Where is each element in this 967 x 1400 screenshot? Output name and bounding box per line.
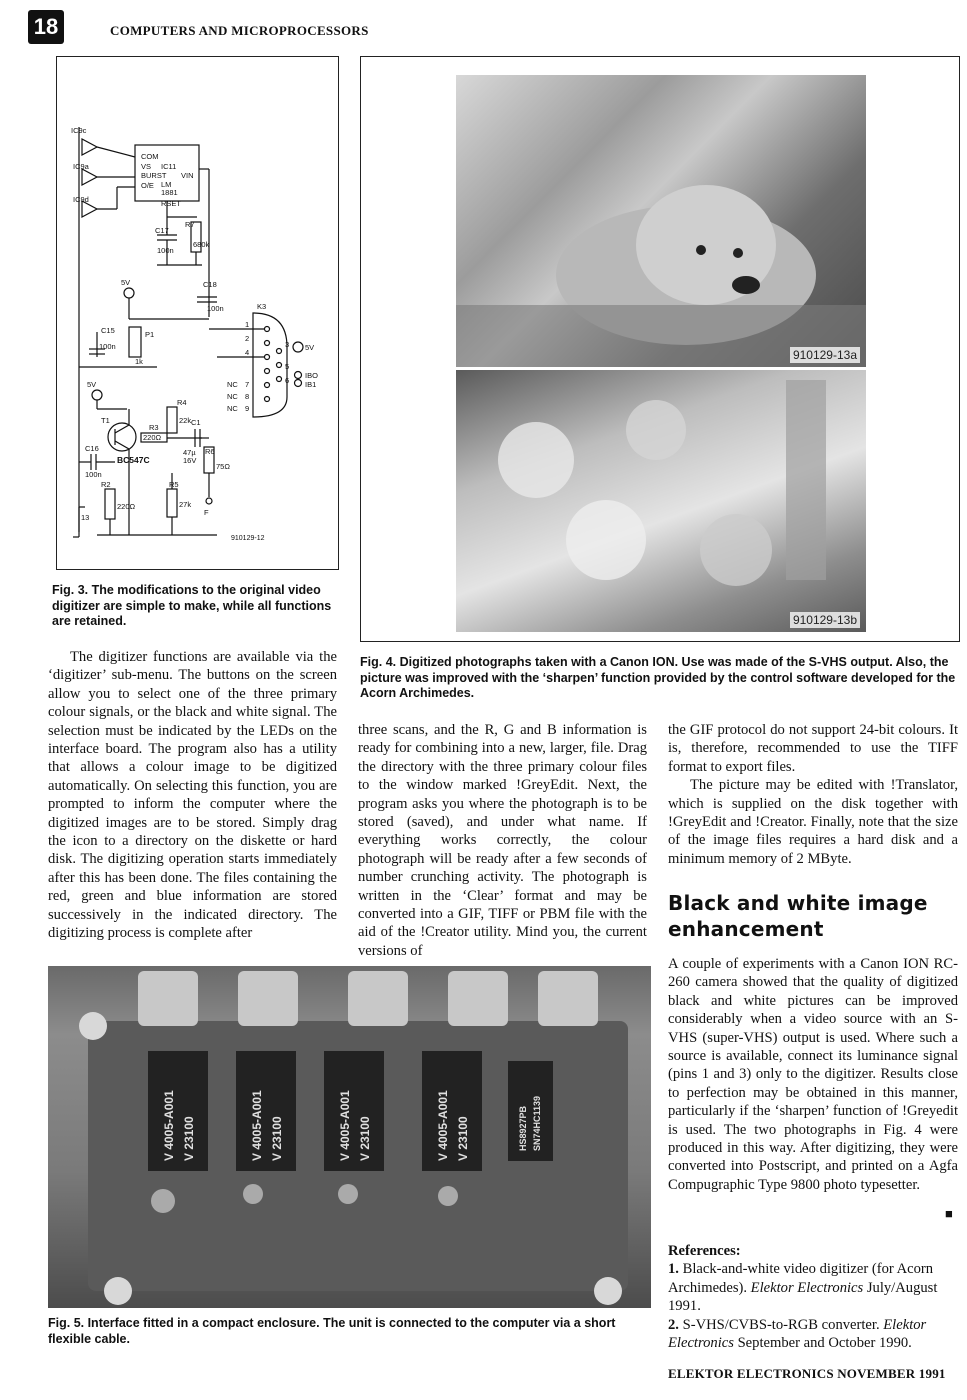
fig5-caption: Fig. 5. Interface fitted in a compact enclosure. The unit is connected to the computer via a short flexible cable.	[48, 1316, 616, 1346]
dog-image	[456, 75, 866, 367]
label-vs: VS	[141, 162, 152, 171]
label-k3: K3	[257, 302, 267, 311]
footer: ELEKTOR ELECTRONICS NOVEMBER 1991	[668, 1366, 946, 1381]
label-pin13: 13	[81, 513, 90, 522]
section-title: COMPUTERS AND MICROPROCESSORS	[110, 23, 369, 38]
fig4-photo-flowers	[456, 370, 866, 632]
label-c18: C18	[203, 280, 217, 289]
label-ib1: IB1	[305, 380, 317, 389]
label-t1: T1	[101, 416, 110, 425]
label-ic9c: IC9c	[71, 126, 87, 135]
col3-paragraph-1: the GIF protocol do not support 24-bit colours. It is, therefore, recommended to use the TIFF format to export files.	[668, 722, 958, 775]
label-nc8: NC	[227, 392, 238, 401]
label-p1-value: 1k	[135, 357, 143, 366]
pin-5: 5	[285, 362, 290, 371]
label-rset: RSET	[161, 199, 182, 208]
label-ibo: IBO	[305, 371, 318, 380]
page-number: 18	[28, 10, 64, 44]
pin-2: 2	[245, 334, 250, 343]
label-ic9d: IC9d	[73, 195, 89, 204]
pin-9: 9	[245, 404, 250, 413]
label-5v-left: 5V	[87, 380, 97, 389]
column-3-lower	[668, 955, 958, 1194]
fig5-photo-circuit-board	[48, 966, 651, 1308]
chip-9-label: HS8927PB	[518, 1105, 528, 1151]
col1-paragraph: The digitizer functions are available via the ‘digitizer’ sub-menu. The buttons on the screen allow you to select one of the three primary colour signals, or the black and white signal. The selection must be indicated by the LEDs on the interface board. The program also has a utility that allows a colour image to be digitized automatically. On selecting this function, you are prompted to inform the computer where the digitized images are to be stored. Simply drag the icon to a directory on the diskette or hard disk. The digitizing operation starts immediately after this has been done. The files containing the red, green and blue information are stored successively in the indicated directory. The digitizing process is complete after	[48, 649, 337, 942]
chip-1-label: V 4005-A001	[162, 1090, 176, 1161]
col3-paragraph-3: A couple of experiments with a Canon ION RC-260 camera showed that the quality of digitized black and white pictures can be improved considerably when a video source with an S-VHS (super-VHS) output is used. Where such a source is available, connect its luminance signal (pins 1 and 3) only to the digitizer. Results close to perfection may be obtained in this manner, particularly if the ‘sharpen’ function of !Greyedit is used. The two photographs in Fig. 4 were produced in this way. After digitizing, they were converted into Postscript, and printed on a Agfa Compugraphic Type 9800 photo typesetter.	[668, 956, 958, 1193]
label-c1-voltage: 16V	[183, 456, 197, 465]
label-r4: R4	[177, 398, 187, 407]
column-2	[358, 721, 647, 960]
label-c15-value: 100n	[99, 342, 116, 351]
pin-6: 6	[285, 376, 290, 385]
label-oe: O/E	[141, 181, 154, 190]
label-bc547c: BC547C	[117, 455, 150, 465]
col3-paragraph-2: The picture may be edited with !Translator, which is supplied on the disk together with !GreyEdit and !Creator. Finally, note that the size of the image files requires a hard disk and a minimum memory of 2 MByte.	[668, 777, 958, 867]
label-r2: R2	[101, 480, 111, 489]
label-r3: R3	[149, 423, 159, 432]
fig4-caption: Fig. 4. Digitized photographs taken with a Canon ION. Use was made of the S-VHS output. Also, the picture was improved with the ‘sharpen’ function provided by the control software developed for the Acorn Archimedes.	[360, 655, 956, 700]
label-r6-value: 75Ω	[216, 462, 230, 471]
references	[668, 1242, 958, 1352]
pin-8: 8	[245, 392, 250, 401]
reference-2: 2. S-VHS/CVBS-to-RGB converter. Elektor Electronics September and October 1990.	[668, 1316, 927, 1352]
label-r5-value: 27k	[179, 500, 192, 509]
label-nc9: NC	[227, 404, 238, 413]
label-c1: C1	[191, 418, 201, 427]
label-burst: BURST	[141, 171, 167, 180]
label-c15: C15	[101, 326, 115, 335]
pin-4: 4	[245, 348, 250, 357]
label-nc7: NC	[227, 380, 238, 389]
chip-9b-label: SN74HC1139	[532, 1095, 542, 1151]
label-5v-top: 5V	[121, 278, 131, 287]
label-r7-value: 680k	[193, 240, 210, 249]
label-c1-value: 47µ	[183, 448, 196, 457]
chip-5-label: V 4005-A001	[338, 1090, 352, 1161]
pin-7: 7	[245, 380, 250, 389]
section-heading: Black and white image enhancement	[668, 891, 928, 941]
schematic-ref: 910129-12	[231, 535, 265, 542]
col2-paragraph: three scans, and the R, G and B information is ready for combining into a new, larger, file. Drag the directory with the three primary colour files to the window marked !GreyEdit. Next, the program asks you where the photograph is to be stored (saved), and under what name. If everything works correctly, the colour photograph will be ready after a few seconds of number crunching activity. The photograph is written in the ‘Clear’ format and may be converted into a GIF, TIFF or PBM file with the aid of the !Creator utility. Mind you, the current versions of	[358, 722, 647, 959]
label-lm-num: 1881	[161, 188, 178, 197]
label-5v-k3: 5V	[305, 343, 315, 352]
end-mark: ■	[945, 1206, 953, 1221]
circuit-schematic	[57, 57, 338, 569]
pin-1: 1	[245, 320, 250, 329]
column-1	[48, 648, 337, 943]
label-c18-value: 100n	[207, 304, 224, 313]
label-r3-value: 220Ω	[143, 433, 162, 442]
label-p1: P1	[145, 330, 155, 339]
chip-8-label: V 23100	[456, 1116, 470, 1161]
label-r5: R5	[169, 480, 179, 489]
chip-7-label: V 4005-A001	[436, 1090, 450, 1161]
chip-6-label: V 23100	[358, 1116, 372, 1161]
label-c16-value: 100n	[85, 470, 102, 479]
pin-3: 3	[285, 340, 290, 349]
label-vin: VIN	[181, 171, 194, 180]
chip-4-label: V 23100	[270, 1116, 284, 1161]
label-c17: C17	[155, 226, 169, 235]
fig4-tag-b: 910129-13b	[790, 612, 860, 628]
board-image	[48, 966, 651, 1308]
label-r2-value: 220Ω	[117, 502, 136, 511]
label-c17-value: 100n	[157, 246, 174, 255]
label-r6: R6	[205, 447, 215, 456]
fig4-photo-dog	[456, 75, 866, 367]
label-f: F	[204, 508, 209, 517]
label-c16: C16	[85, 444, 99, 453]
label-ic11: IC11	[161, 162, 177, 171]
chip-2-label: V 23100	[182, 1116, 196, 1161]
label-r7: R7	[185, 220, 195, 229]
label-com: COM	[141, 152, 159, 161]
column-3	[668, 721, 958, 868]
chip-3-label: V 4005-A001	[250, 1090, 264, 1161]
references-title: References:	[668, 1243, 741, 1259]
fig3-caption: Fig. 3. The modifications to the original video digitizer are simple to make, while all functions are retained.	[52, 583, 332, 628]
label-r4-value: 22k	[179, 416, 192, 425]
flowers-image	[456, 370, 866, 632]
fig3-schematic-frame	[56, 56, 339, 570]
reference-1: 1. Black-and-white video digitizer (for Acorn Archimedes). Elektor Electronics July/August 1991.	[668, 1261, 938, 1315]
label-lm: LM	[161, 180, 172, 189]
fig4-tag-a: 910129-13a	[790, 347, 860, 363]
label-ic9a: IC9a	[73, 162, 89, 171]
